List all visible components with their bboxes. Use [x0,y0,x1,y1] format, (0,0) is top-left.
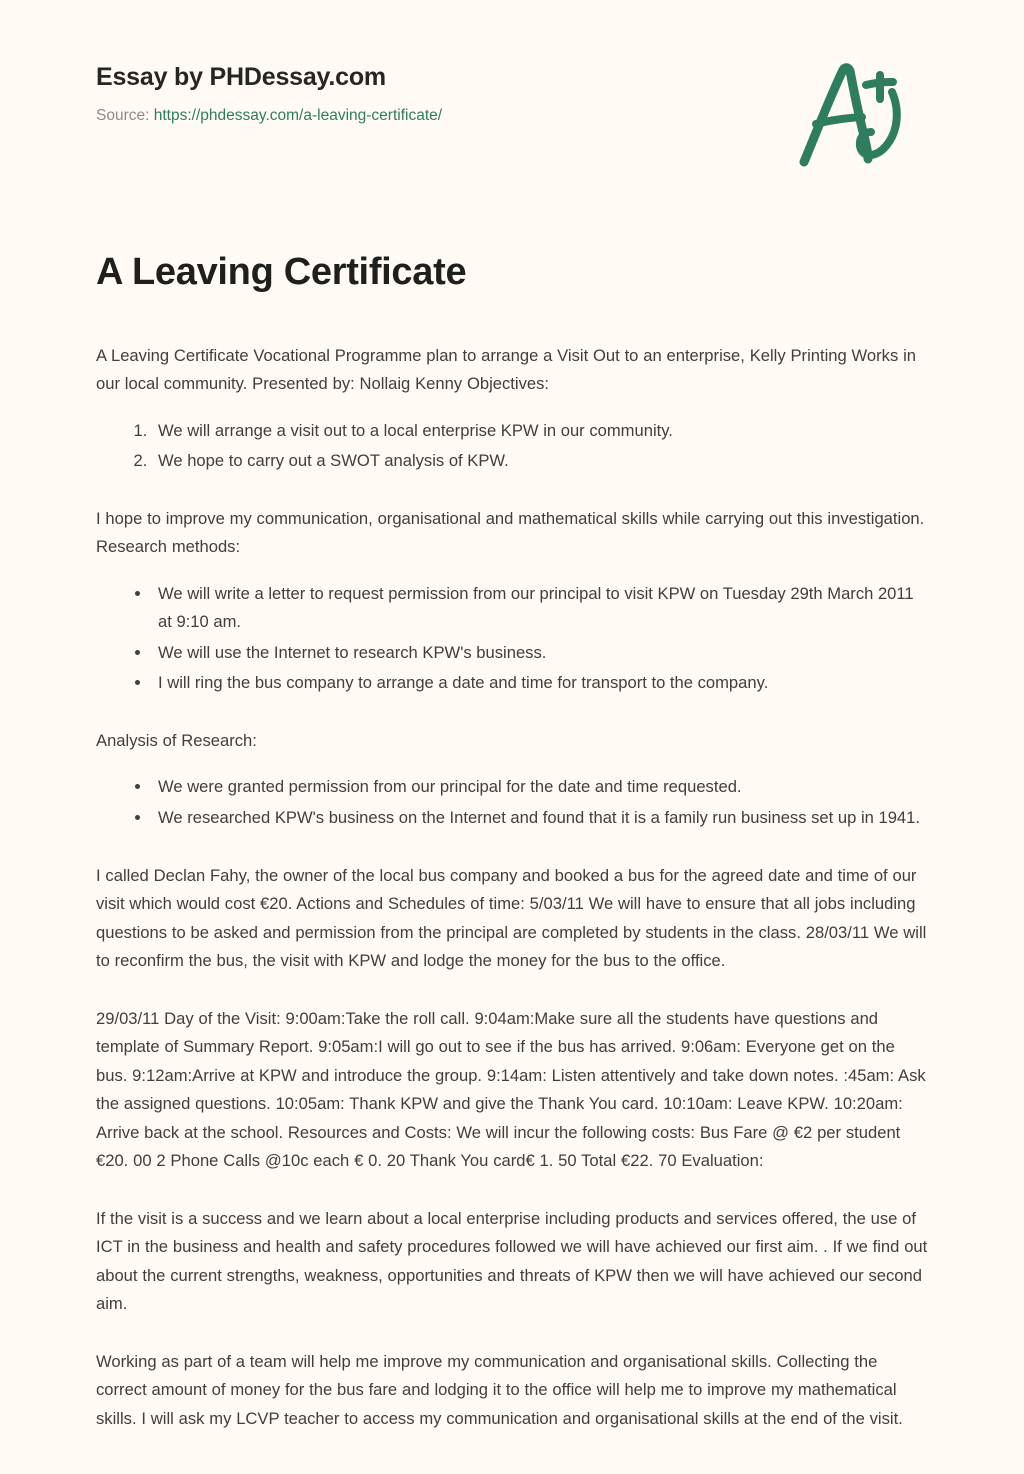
list-item: 1. We will arrange a visit out to a local enterprise KPW in our community. [152,417,928,446]
site-brand: Essay by PHDessay.com [96,63,386,91]
list-item: • We researched KPW's business on the Internet and found that it is a family run business set up in 1941. [152,804,928,833]
schedule-paragraph: 29/03/11 Day of the Visit: 9:00am:Take the roll call. 9:04am:Make sure all the students have questions and template of Summary Report. 9:05am:I will go out to see if the bus has arrived. 9:06am: Everyone get on the bus. 9:12am:Arrive at KPW and introduce the group. 9:14am: Listen attentively and take down notes. :45am: Ask the assigned questions. 10:05am: Thank KPW and give the Thank You card. 10:10am: Leave KPW. 10:20am: Arrive back at the school. Resources and Costs: We will incur the following costs: Bus Fare @ €2 per student €20. 00 2 Phone Calls @10c each € 0. 20 Thank You card€ 1. 50 Total €22. 70 Evaluation: [96,1008,926,1171]
header-left-group [96,62,442,126]
intro-paragraph: A Leaving Certificate Vocational Programme plan to arrange a Visit Out to an enterprise, Kelly Printing Works in our local community. Presented by: Nollaig Kenny Objectives: [96,345,916,394]
source-url-link[interactable]: https://phdessay.com/a-leaving-certificate/ [153,107,443,124]
list-item: • We will use the Internet to research KPW's business. [152,639,928,668]
source-label: Source: [96,107,150,124]
list-item: 2. We hope to carry out a SWOT analysis of KPW. [152,447,928,476]
skills-paragraph: I hope to improve my communication, organisational and mathematical skills while carrying out this investigation. Research methods: [96,508,925,557]
bus-paragraph: I called Declan Fahy, the owner of the local bus company and booked a bus for the agreed date and time of our visit which would cost €20. Actions and Schedules of time: 5/03/11 We will have to ensure that all jobs including questions to be asked and permission from the principal are completed by students in the class. 28/03/11 We will to reconfirm the bus, the visit with KPW and lodge the money for the bus to the office. [96,865,927,971]
analysis-list [96,773,928,832]
list-item: • We were granted permission from our principal for the date and time requested. [152,773,928,802]
page-header [0,0,1024,168]
closing-paragraph: Working as part of a team will help me improve my communication and organisational skills. Collecting the correct amount of money for the bus fare and lodging it to the office will help me to improve my mathematical skills. I will ask my LCVP teacher to access my communication and organisational skills at the end of the visit. [96,1351,903,1428]
research-methods-list [96,580,928,698]
page-title: A Leaving Certificate [96,251,467,293]
evaluation-paragraph: If the visit is a success and we learn about a local enterprise including products and services offered, the use of ICT in the business and health and safety procedures followed we will have achieved our first aim. . If we find out about the current strengths, weakness, opportunities and threats of KPW then we will have achieved our second aim. [96,1208,928,1314]
objectives-list [96,417,928,476]
a-plus-logo-icon [792,58,912,168]
source-line [96,106,442,126]
analysis-heading: Analysis of Research: [96,730,257,750]
list-item: • I will ring the bus company to arrange a date and time for transport to the company. [152,669,928,698]
list-item: • We will write a letter to request permission from our principal to visit KPW on Tuesday 29th March 2011 at 9:10 am. [152,580,928,637]
article-body [0,342,1024,1474]
